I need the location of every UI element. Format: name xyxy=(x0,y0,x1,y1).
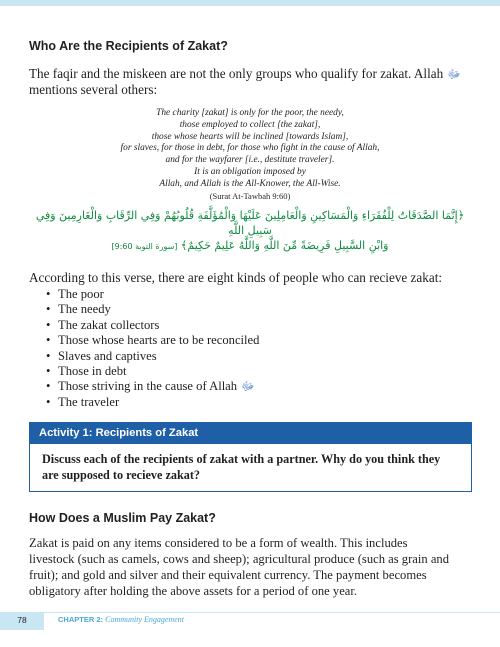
list-item xyxy=(46,379,259,394)
chapter-title: Community Engagement xyxy=(105,615,184,624)
list-item: • The needy xyxy=(46,302,259,317)
footer-rule xyxy=(0,612,500,613)
list-item-text: Those striving in the cause of Allah xyxy=(58,379,238,394)
list-item: • The poor xyxy=(46,287,259,302)
activity-title: Activity 1: Recipients of Zakat xyxy=(29,422,472,444)
chapter-footer xyxy=(58,615,184,624)
quote-line: It is an obligation imposed by xyxy=(194,166,306,177)
list-intro: According to this verse, there are eight kinds of people who can recieve zakat: xyxy=(29,270,443,285)
list-item: • The traveler xyxy=(46,395,259,410)
quote-line: those whose hearts will be inclined [towards Islam], xyxy=(151,131,349,142)
payment-line: obligatory after holding the above assets for a period of one year. xyxy=(29,584,358,598)
section-heading-payment: How Does a Muslim Pay Zakat? xyxy=(29,511,216,525)
quran-translation xyxy=(30,108,470,202)
payment-line: Zakat is paid on any items considered to be a form of wealth. This includes xyxy=(29,536,408,550)
quote-line: for slaves, for those in debt, for those who fight in the cause of Allah, xyxy=(120,143,380,154)
payment-line: livestock (such as camels, cows and sheep); agricultural produce (such as grain and xyxy=(29,552,449,566)
top-accent-bar xyxy=(0,0,500,6)
swt-glyph-icon: ﷻ xyxy=(241,379,255,394)
quote-citation: (Surat At-Tawbah 9:60) xyxy=(209,190,291,201)
intro-line-2: mentions several others: xyxy=(29,82,158,97)
payment-line: fruit); and gold and silver and their equivalent currency. The payment becomes xyxy=(29,568,427,582)
intro-line-1: The faqir and the miskeen are not the only groups who qualify for zakat. Allah xyxy=(29,66,444,81)
list-item: • The zakat collectors xyxy=(46,318,259,333)
activity-body xyxy=(29,444,472,492)
arabic-line-2 xyxy=(30,238,470,254)
activity-line-2: are supposed to recieve zakat? xyxy=(42,468,200,482)
list-item: • Those whose hearts are to be reconciled xyxy=(46,333,259,348)
quote-line: and for the wayfarer [i.e., destitute traveler]. xyxy=(165,155,335,166)
arabic-citation: [سورة التوبة 9:60] xyxy=(111,242,178,251)
arabic-verse xyxy=(30,208,470,254)
activity-line-1: Discuss each of the recipients of zakat with a partner. Why do you think they xyxy=(42,452,441,466)
list-item: • Those in debt xyxy=(46,364,259,379)
quote-line: The charity [zakat] is only for the poor, the needy, xyxy=(156,108,344,118)
payment-paragraph xyxy=(29,535,479,599)
recipients-list xyxy=(46,287,259,410)
section-heading-recipients: Who Are the Recipients of Zakat? xyxy=(29,39,228,53)
quote-line: those employed to collect [the zakat], xyxy=(179,119,321,130)
swt-glyph-icon: ﷻ xyxy=(447,67,461,81)
quote-line: Allah, and Allah is the All-Knower, the All-Wise. xyxy=(159,178,341,189)
chapter-label: CHAPTER 2: xyxy=(58,615,104,624)
list-item: • Slaves and captives xyxy=(46,349,259,364)
page-number: 78 xyxy=(17,615,27,625)
arabic-line-2-text: وَابْنِ السَّبِيلِ فَرِيضَةً مِّنَ اللَّهِ وَاللَّهُ عَلِيمٌ حَكِيمٌ﴾ xyxy=(180,239,389,252)
intro-paragraph xyxy=(29,66,474,98)
arabic-line-1: ﴿إِنَّمَا الصَّدَقَاتُ لِلْفُقَرَاءِ وَالْمَسَاكِينِ وَالْعَامِلِينَ عَلَيْهَا وَالْمُؤَلَّفَةِ قُلُوبُهُمْ وَفِي الرِّقَابِ وَالْغَارِمِينَ وَفِي سَبِيلِ اللَّهِ xyxy=(35,209,465,237)
